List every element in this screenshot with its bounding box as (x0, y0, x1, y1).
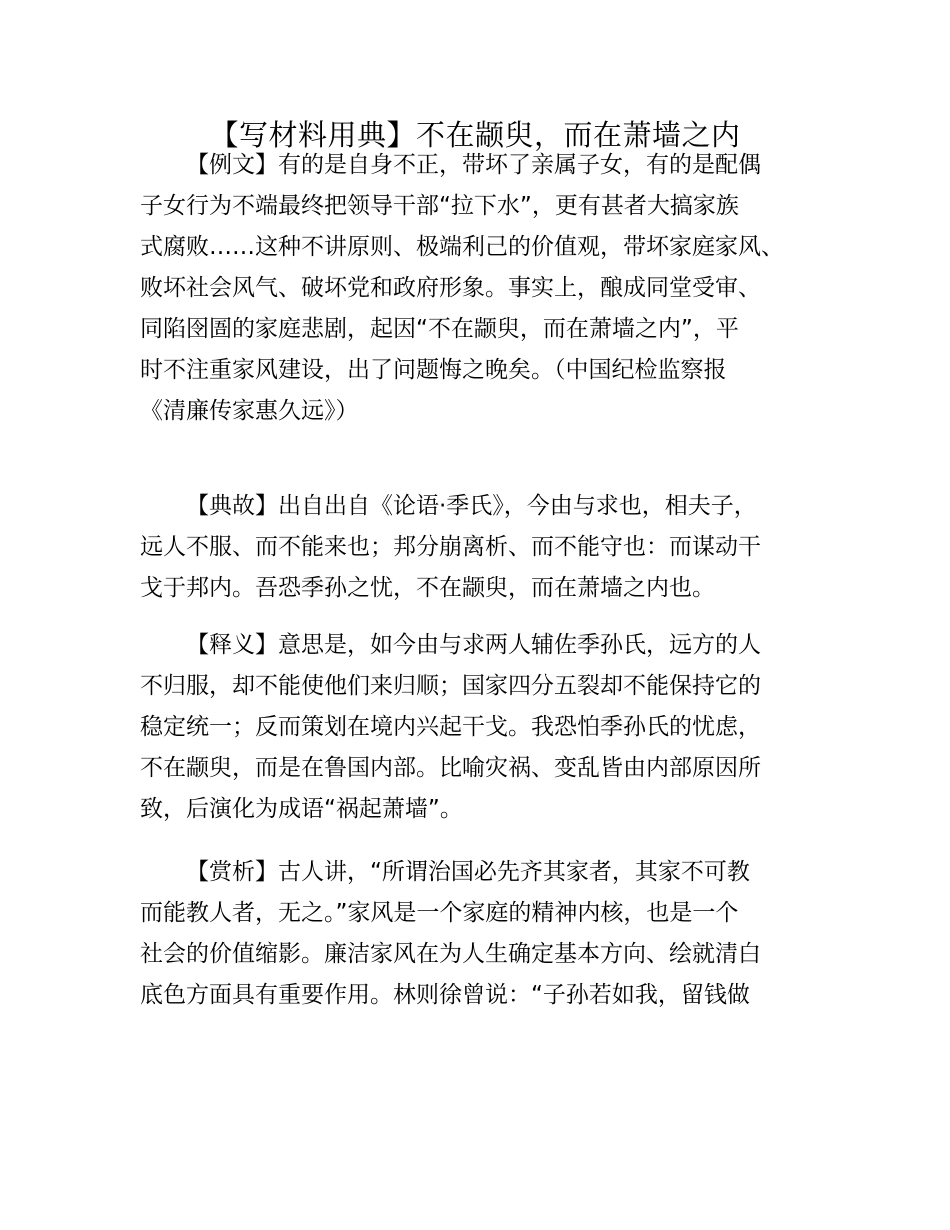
paragraph-line: 【例文】有的是自身不正，带坏了亲属子女，有的是配偶 (186, 152, 761, 178)
paragraph-line: 【释义】意思是，如今由与求两人辅佐季孙氏，远方的人 (186, 632, 761, 658)
paragraph-line: 式腐败……这种不讲原则、极端利己的价值观，带坏家庭家风、 (140, 234, 784, 260)
paragraph-example (140, 145, 840, 432)
paragraph-line: 远人不服、而不能来也；邦分崩离析、而不能守也：而谋动干 (140, 534, 761, 560)
paragraph-line: 稳定统一；反而策划在境内兴起干戈。我恐怕季孙氏的忧虑， (140, 714, 761, 740)
paragraph-line: 不归服，却不能使他们来归顺；国家四分五裂却不能保持它的 (140, 673, 761, 699)
paragraph-line: 致，后演化为成语“祸起萧墙”。 (140, 796, 463, 822)
paragraph-line: 不在颛臾，而是在鲁国内部。比喻灾祸、变乱皆由内部原因所 (140, 755, 761, 781)
paragraph-line: 而能教人者，无之。”家风是一个家庭的精神内核，也是一个 (140, 900, 739, 926)
paragraph-line: 【典故】出自出自《论语·季氏》，今由与求也，相夫子， (186, 493, 757, 519)
paragraph-line: 《清廉传家惠久远》） (140, 398, 359, 424)
paragraph-line: 底色方面具有重要作用。林则徐曾说：“子孙若如我，留钱做 (140, 982, 750, 1008)
paragraph-line: 子女行为不端最终把领导干部“拉下水”，更有甚者大搞家族 (140, 193, 739, 219)
paragraph-line: 【赏析】古人讲，“所谓治国必先齐其家者，其家不可教 (186, 859, 750, 885)
paragraph-appreciation (140, 852, 840, 1016)
document-title: 【写材料用典】不在颛臾，而在萧墙之内 (209, 118, 741, 152)
paragraph-line: 败坏社会风气、破坏党和政府形象。事实上，酿成同堂受审、 (140, 275, 761, 301)
paragraph-line: 社会的价值缩影。廉洁家风在为人生确定基本方向、绘就清白 (140, 941, 761, 967)
paragraph-allusion (140, 486, 840, 609)
paragraph-line: 戈于邦内。吾恐季孙之忧，不在颛臾，而在萧墙之内也。 (140, 575, 715, 601)
paragraph-line: 时不注重家风建设，出了问题悔之晚矣。（中国纪检监察报 (140, 357, 727, 383)
paragraph-line: 同陷囹圄的家庭悲剧，起因“不在颛臾，而在萧墙之内”，平 (140, 316, 739, 342)
paragraph-meaning (140, 625, 840, 830)
